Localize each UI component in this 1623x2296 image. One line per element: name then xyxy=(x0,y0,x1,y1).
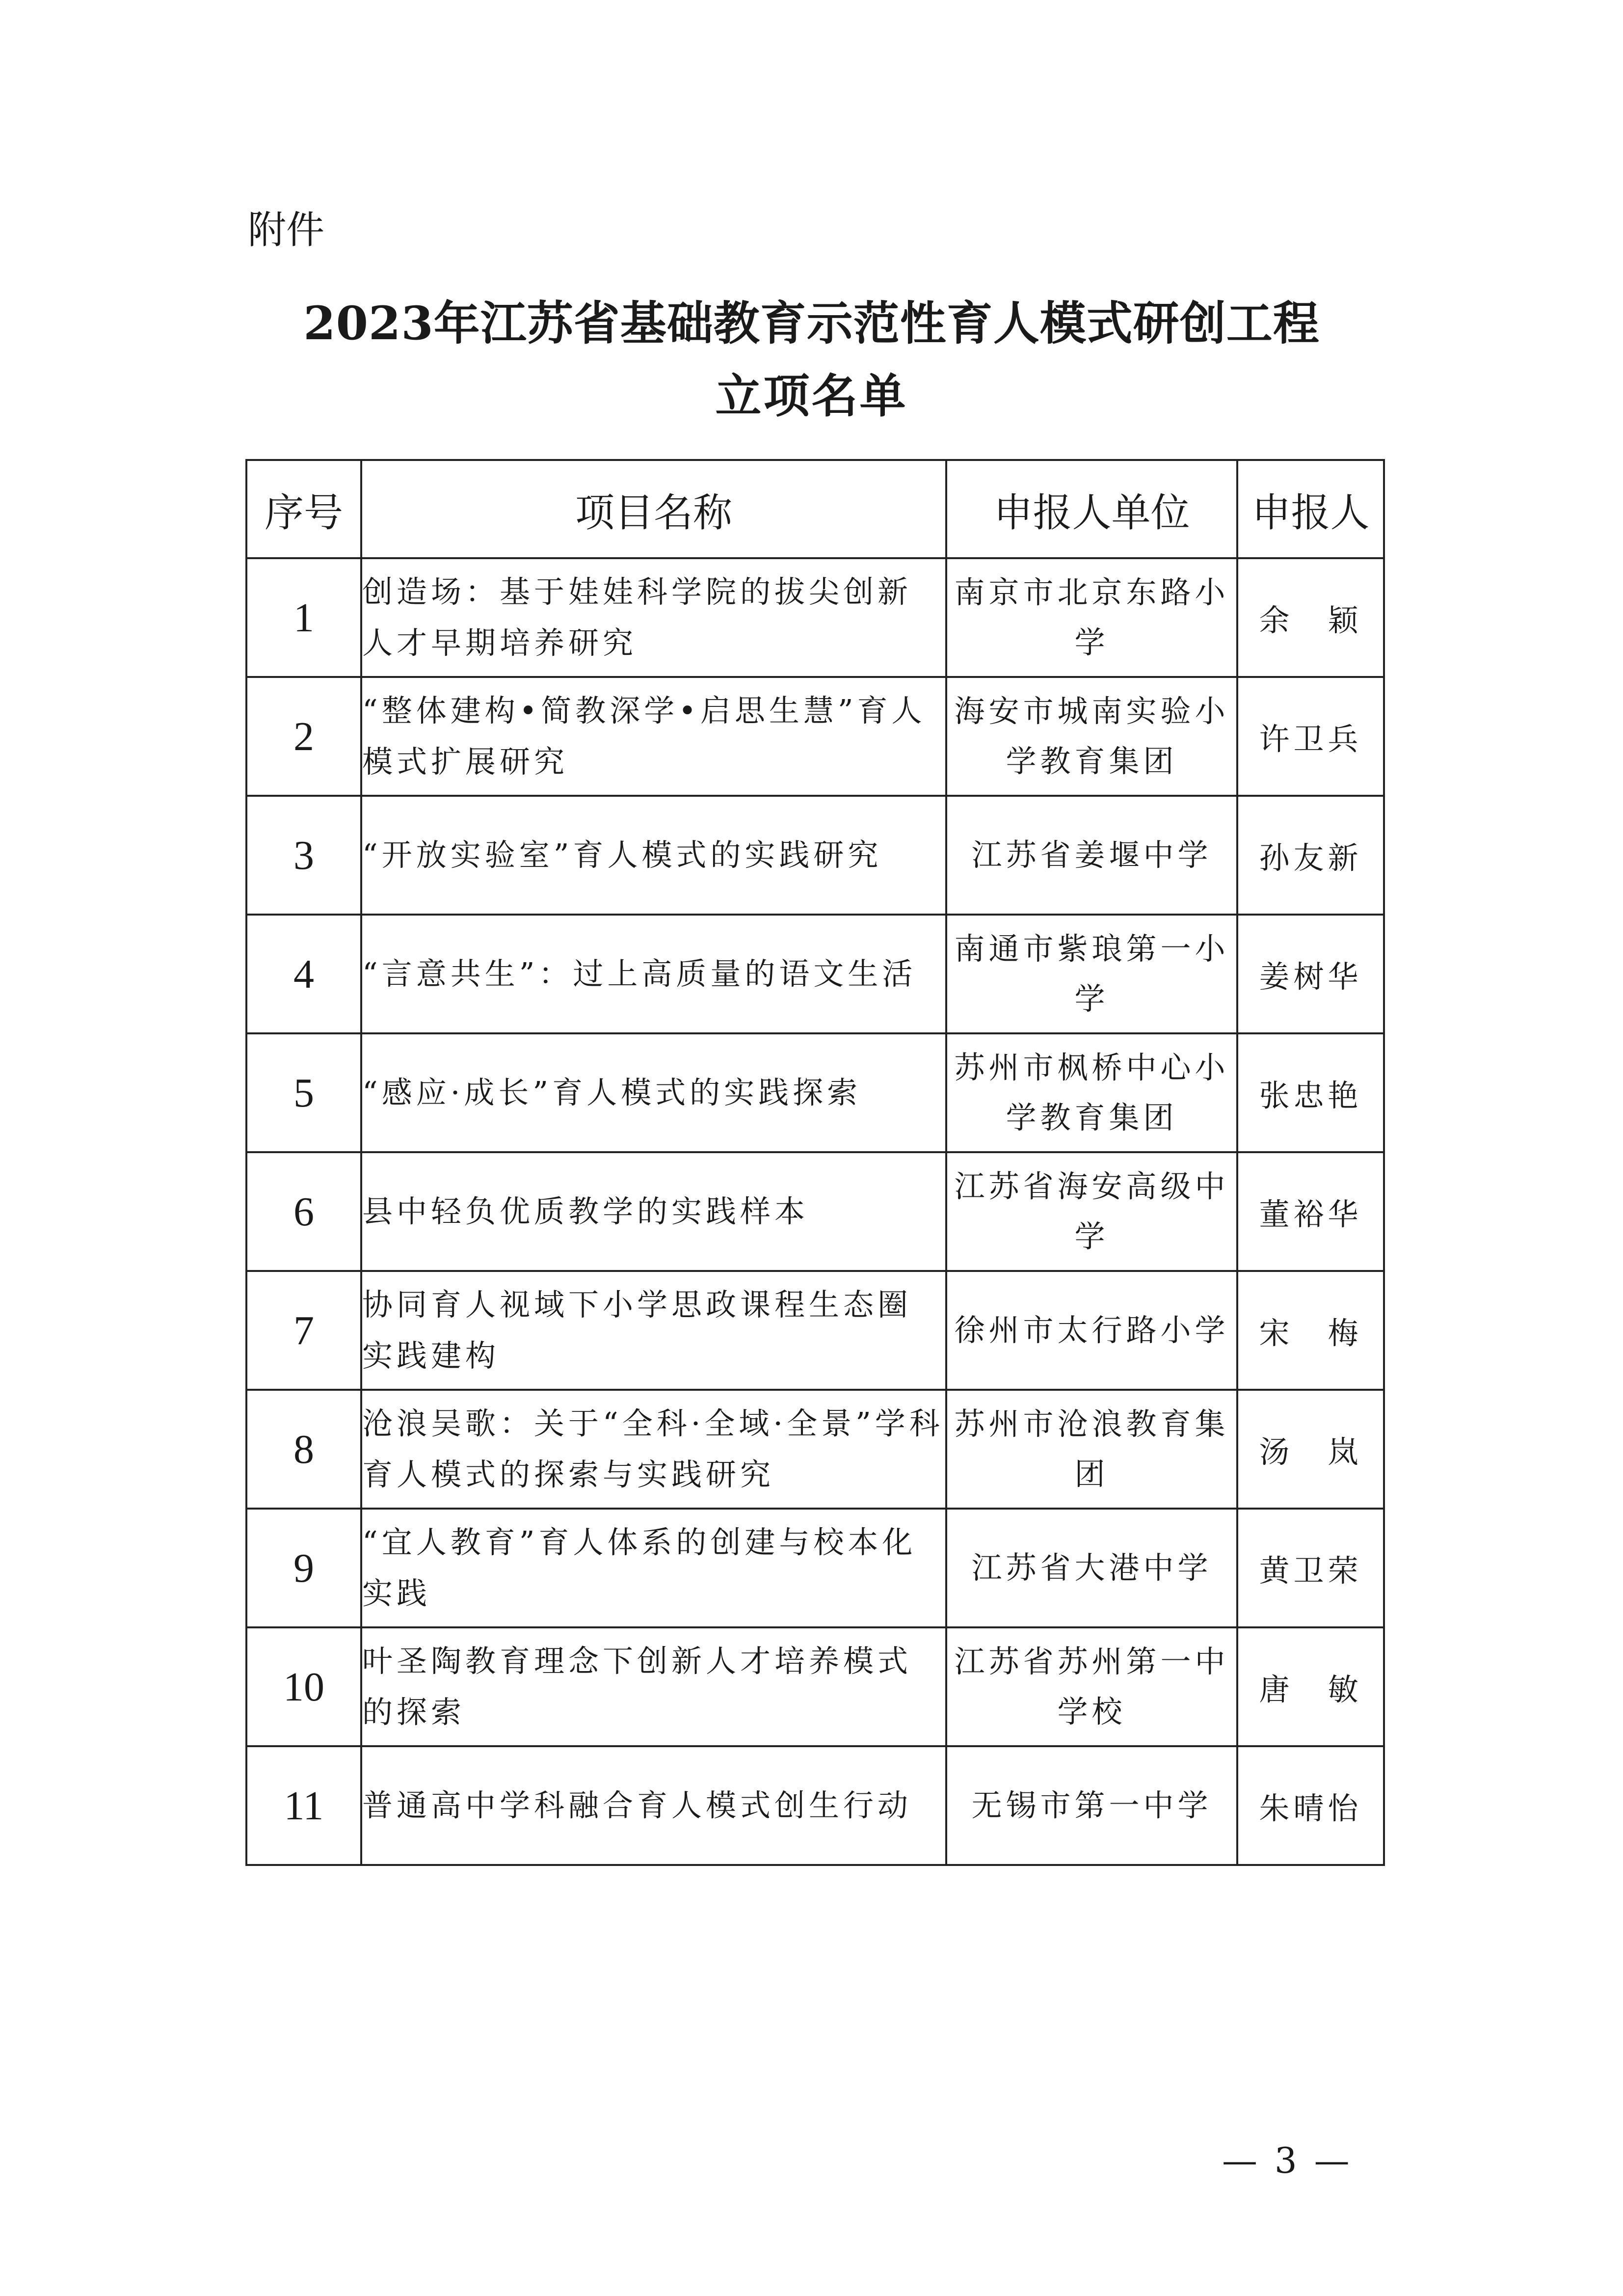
row-number: 2 xyxy=(246,677,361,796)
project-name: “整体建构•简教深学•启思生慧”育人模式扩展研究 xyxy=(361,677,946,796)
applicant-name: 朱晴怡 xyxy=(1237,1746,1384,1865)
column-header-applicant: 申报人 xyxy=(1237,460,1384,558)
applicant-unit: 无锡市第一中学 xyxy=(946,1746,1237,1865)
project-name: “言意共生”：过上高质量的语文生活 xyxy=(361,915,946,1033)
attachment-label: 附件 xyxy=(248,208,325,252)
applicant-unit: 江苏省苏州第一中学校 xyxy=(946,1627,1237,1746)
project-name: “感应·成长”育人模式的实践探索 xyxy=(361,1033,946,1152)
table-row xyxy=(246,1152,1384,1271)
row-number: 5 xyxy=(246,1033,361,1152)
row-number: 4 xyxy=(246,915,361,1033)
applicant-unit: 江苏省海安高级中学 xyxy=(946,1152,1237,1271)
table-row xyxy=(246,677,1384,796)
project-name: “开放实验室”育人模式的实践研究 xyxy=(361,796,946,915)
applicant-name: 黄卫荣 xyxy=(1237,1509,1384,1627)
applicant-name: 宋 梅 xyxy=(1237,1271,1384,1390)
project-name: 普通高中学科融合育人模式创生行动 xyxy=(361,1746,946,1865)
project-name: 叶圣陶教育理念下创新人才培养模式的探索 xyxy=(361,1627,946,1746)
table-row xyxy=(246,796,1384,915)
applicant-unit: 南京市北京东路小学 xyxy=(946,558,1237,677)
applicant-unit: 南通市紫琅第一小学 xyxy=(946,915,1237,1033)
table-row xyxy=(246,1271,1384,1390)
applicant-name: 汤 岚 xyxy=(1237,1390,1384,1509)
project-name: 沧浪吴歌：关于“全科·全域·全景”学科育人模式的探索与实践研究 xyxy=(361,1390,946,1509)
table-row xyxy=(246,1509,1384,1627)
applicant-unit: 苏州市沧浪教育集团 xyxy=(946,1390,1237,1509)
document-title: 2023年江苏省基础教育示范性育人模式研创工程 xyxy=(303,297,1320,351)
applicant-name: 孙友新 xyxy=(1237,796,1384,915)
applicant-name: 张忠艳 xyxy=(1237,1033,1384,1152)
applicant-unit: 徐州市太行路小学 xyxy=(946,1271,1237,1390)
applicant-name: 余 颖 xyxy=(1237,558,1384,677)
project-list-table xyxy=(245,459,1385,1866)
table-row xyxy=(246,915,1384,1033)
row-number: 7 xyxy=(246,1271,361,1390)
column-header-unit: 申报人单位 xyxy=(946,460,1237,558)
table-row xyxy=(246,1627,1384,1746)
table-row xyxy=(246,1390,1384,1509)
row-number: 1 xyxy=(246,558,361,677)
page-number: — 3 — xyxy=(1222,2140,1353,2181)
table-row xyxy=(246,1033,1384,1152)
row-number: 6 xyxy=(246,1152,361,1271)
column-header-no: 序号 xyxy=(246,460,361,558)
applicant-unit: 江苏省大港中学 xyxy=(946,1509,1237,1627)
table-row xyxy=(246,558,1384,677)
row-number: 11 xyxy=(246,1746,361,1865)
row-number: 10 xyxy=(246,1627,361,1746)
document-subtitle: 立项名单 xyxy=(715,369,908,423)
row-number: 8 xyxy=(246,1390,361,1509)
row-number: 9 xyxy=(246,1509,361,1627)
table-header-row xyxy=(246,460,1384,558)
column-header-project-name: 项目名称 xyxy=(361,460,946,558)
applicant-unit: 江苏省姜堰中学 xyxy=(946,796,1237,915)
applicant-unit: 苏州市枫桥中心小学教育集团 xyxy=(946,1033,1237,1152)
applicant-name: 姜树华 xyxy=(1237,915,1384,1033)
applicant-name: 唐 敏 xyxy=(1237,1627,1384,1746)
applicant-name: 许卫兵 xyxy=(1237,677,1384,796)
project-name: 协同育人视域下小学思政课程生态圈实践建构 xyxy=(361,1271,946,1390)
project-name: 县中轻负优质教学的实践样本 xyxy=(361,1152,946,1271)
applicant-name: 董裕华 xyxy=(1237,1152,1384,1271)
row-number: 3 xyxy=(246,796,361,915)
applicant-unit: 海安市城南实验小学教育集团 xyxy=(946,677,1237,796)
project-name: “宜人教育”育人体系的创建与校本化实践 xyxy=(361,1509,946,1627)
table-row xyxy=(246,1746,1384,1865)
project-name: 创造场：基于娃娃科学院的拔尖创新人才早期培养研究 xyxy=(361,558,946,677)
